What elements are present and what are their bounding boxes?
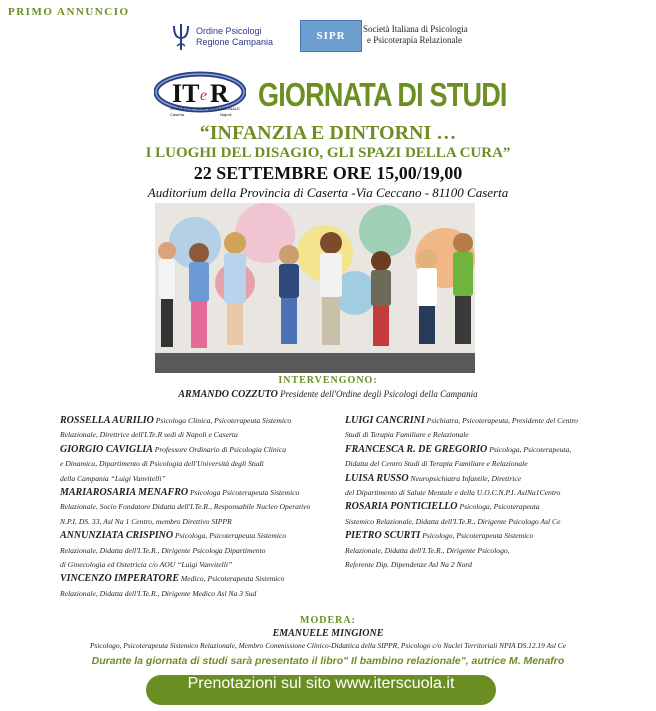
speaker-name: MARIAROSARIA MENAFRO [60, 487, 189, 499]
book-announcement: Durante la giornata di studi sarà presentato il libro" Il bambino relazionale", autrice M. Menafro [91, 655, 565, 667]
modera-label: MODERA: [300, 615, 356, 626]
speaker-role: Studi di Terapia Familiare e Relazionale [345, 430, 469, 440]
speaker-entry [60, 572, 310, 601]
intervengono-label: INTERVENGONO: [278, 375, 378, 386]
speaker-name: ROSARIA PONTICIELLO [345, 501, 458, 513]
speaker-role: del Dipartimento di Salute Mentale e della U.O.C.N.P.I. AslNa1Centro [345, 488, 561, 498]
ordine-line1: Ordine Psicologi [196, 26, 262, 36]
president-line [0, 389, 656, 400]
speaker-role: Psichiatra, Psicoterapeuta, Presidente del Centro [426, 416, 578, 425]
speaker-entry [345, 414, 578, 443]
sipr-logo [300, 20, 362, 52]
iter-logo-e: e [200, 87, 208, 104]
luoghi-subtitle: I LUOGHI DEL DISAGIO, GLI SPAZI DELLA CURA” [145, 145, 511, 161]
speaker-role: Psicologa, Psicoterapeuta, [489, 444, 572, 454]
speaker-entry [60, 443, 310, 486]
speakers-right-column [345, 414, 578, 572]
speaker-role: Relazionale, Socio Fondatore Didatta dell'I.Te.R., Responsabile Nucleo Operativo [60, 502, 311, 512]
speaker-role: Sistemico Relazionale, Didatta dell'I.Te.R., Dirigente Psicologo Asl Ce [345, 516, 561, 526]
speaker-role: Psicologa, Psicoterapeuta [459, 502, 540, 512]
speaker-entry [345, 472, 578, 501]
sipr-logo-text: SIPR [316, 30, 346, 42]
primo-annuncio: PRIMO ANNUNCIO [8, 6, 130, 18]
speaker-role: Referente Dip. Dipendenze Asl Na 2 Nord [345, 560, 472, 570]
speaker-role: Relazionale, Didatta dell'I.Te.R., Dirigente Medico Asl Na 3 Sud [60, 588, 257, 598]
moderator-name: EMANUELE MINGIONE [272, 628, 384, 639]
speaker-name: FRANCESCA R. DE GREGORIO [345, 443, 488, 455]
speaker-name: PIETRO SCURTI [345, 530, 421, 542]
speaker-name: VINCENZO IMPERATORE [60, 573, 180, 585]
president-role: Presidente dell'Ordine degli Psicologi della Campania [280, 389, 478, 399]
speaker-role: Relazionale, Didatta dell'I.Te.R., Dirigente Psicologa Dipartimento [60, 545, 266, 555]
giornata-title: GIORNATA DI STUDI [258, 76, 507, 113]
speaker-name: ANNUNZIATA CRISPINO [60, 530, 174, 542]
infanzia-title: “INFANZIA E DINTORNI … [199, 122, 457, 144]
children-painting-photo [155, 203, 475, 373]
speaker-name: ROSSELLA AURILIO [60, 415, 154, 426]
psi-icon [170, 22, 192, 52]
speaker-role: Psicologo, Psicoterapeuta Sistemico [422, 531, 534, 541]
speaker-entry [60, 529, 310, 572]
speaker-role: Didatta del Centro Studi di Terapia Familiare e Relazionale [345, 459, 528, 469]
speaker-role: Psicologa Psicoterapeuta Sistemico [190, 488, 300, 498]
sipr-line2: e Psicoterapia Relazionale [367, 35, 462, 45]
speaker-name: LUIGI CANCRINI [345, 415, 425, 426]
speaker-role: di Ginecologia ed Ostetricia c/o AOU “Luigi Vanvitelli” [60, 560, 233, 570]
ordine-psicologi-logo [170, 22, 290, 52]
speaker-role: Professore Ordinario di Psicologia Clinica [154, 444, 286, 454]
moderator-desc: Psicologo, Psicoterapeuta Sistemico Relazionale, Membro Commissione Clinico-Didattica della SIPPR, Psicologo c/o Nuclei Territoriali NPIA DS.12.19 Asl Ce [89, 641, 567, 650]
speaker-entry [60, 486, 310, 529]
iter-sub: ISTITUTO DI TERAPIA RELAZIONALE [170, 106, 240, 111]
speaker-role: Relazionale, Didatta dell'I.Te.R., Dirigente Psicologo, [345, 545, 510, 555]
speaker-role: e Dinamica, Dipartimento di Psicologia dell'Università degli Studi [60, 459, 264, 469]
speaker-entry [345, 443, 578, 472]
speaker-entry [60, 414, 310, 443]
ordine-line2: Regione Campania [196, 37, 274, 47]
president-name: ARMANDO COZZUTO [178, 389, 278, 400]
iter-logo-it: IT [172, 79, 200, 108]
prenotazioni-button[interactable]: Prenotazioni sul sito www.iterscuola.it [146, 675, 496, 705]
speaker-role: Medico, Psicoterapeuta Sistemico [180, 574, 285, 584]
iter-logo-r: R [210, 79, 229, 108]
sipr-text [363, 24, 468, 46]
speaker-role: Psicologa Clinica, Psicoterapeuta Sistemico [155, 416, 292, 425]
speaker-role: Relazionale, Direttrice dell'I.Te.R sedi di Napoli e Caserta [60, 430, 238, 440]
event-venue: Auditorium della Provincia di Caserta -Via Ceccano - 81100 Caserta [147, 185, 509, 200]
iter-logo [154, 70, 246, 120]
speaker-role: Neuropsichiatra Infantile, Direttrice [410, 473, 522, 483]
event-date: 22 SETTEMBRE ORE 15,00/19,00 [193, 163, 463, 183]
speaker-role: Psicologa, Psicoterapeuta Sistemico [175, 531, 287, 541]
sipr-line1: Società Italiana di Psicologia [363, 24, 468, 34]
speaker-role: N.P.I. DS. 33, Asl Na 1 Centro, membro Direttivo SIPPR [60, 516, 232, 526]
speaker-entry [345, 500, 578, 529]
speaker-entry [345, 529, 578, 572]
iter-city1: Caserta [170, 112, 185, 117]
speaker-name: LUISA RUSSO [345, 472, 409, 484]
speakers-left-column [60, 414, 310, 601]
iter-city2: Napoli [220, 112, 232, 117]
speaker-role: della Campania “Luigi Vanvitelli” [60, 473, 166, 483]
speaker-name: GIORGIO CAVIGLIA [60, 443, 153, 455]
